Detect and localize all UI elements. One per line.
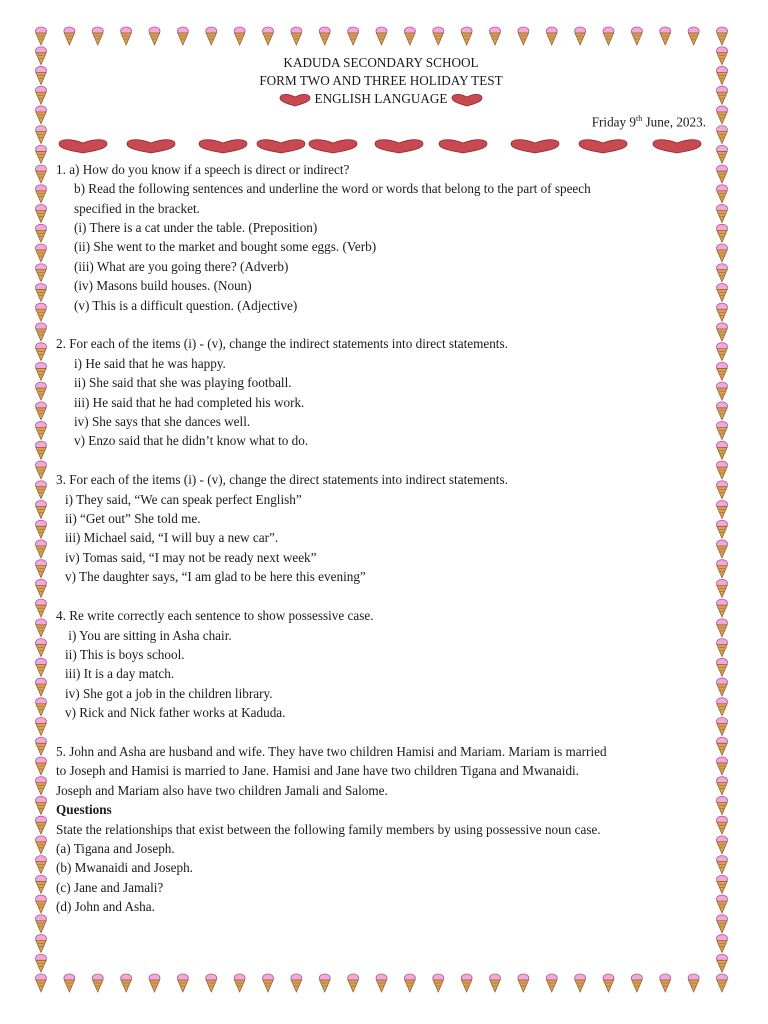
question-5-passage-line-1: 5. John and Asha are husband and wife. They have two children Hamisi and Mariam. Mariam is married <box>56 743 607 759</box>
heart-icon <box>374 138 424 154</box>
ice-cream-cone-icon <box>575 974 586 992</box>
ice-cream-cone-icon <box>36 579 47 597</box>
list-item: iii) He said that he had completed his work. <box>74 394 305 410</box>
ice-cream-cone-icon <box>36 974 47 992</box>
ice-cream-cone-icon <box>575 27 586 45</box>
ice-cream-cone-icon <box>631 974 642 992</box>
list-item: ii) She said that she was playing football. <box>74 375 292 391</box>
ice-cream-cone-icon <box>36 145 47 163</box>
list-item: (i) There is a cat under the table. (Preposition) <box>74 220 318 236</box>
ice-cream-cone-icon <box>36 895 47 913</box>
question-5-passage-line-2: to Joseph and Hamisi is married to Jane. Hamisi and Jane have two children Tigana and Mwanaidi. <box>56 763 579 779</box>
ice-cream-cone-icon <box>717 481 728 499</box>
question-1b-line-1: b) Read the following sentences and underline the word or words that belong to the part of speech <box>74 181 591 197</box>
ice-cream-cone-icon <box>717 185 728 203</box>
ice-cream-cone-icon <box>206 974 217 992</box>
ice-cream-cone-icon <box>717 106 728 124</box>
question-5-passage-line-3: Joseph and Mariam also have two children Jamali and Salome. <box>56 782 388 798</box>
ice-cream-cone-icon <box>717 619 728 637</box>
ice-cream-cone-icon <box>717 560 728 578</box>
ice-cream-cone-icon <box>36 619 47 637</box>
ice-cream-cone-icon <box>36 856 47 874</box>
ice-cream-cone-icon <box>546 27 557 45</box>
subject-row <box>56 90 706 108</box>
heart-icon <box>510 138 560 154</box>
ice-cream-cone-icon <box>36 836 47 854</box>
question-4-stem: 4. Re write correctly each sentence to show possessive case. <box>56 608 374 624</box>
ice-cream-cone-icon <box>717 165 728 183</box>
ice-cream-cone-icon <box>461 974 472 992</box>
ice-cream-cone-icon <box>717 362 728 380</box>
ice-cream-cone-icon <box>36 540 47 558</box>
ice-cream-cone-icon <box>36 165 47 183</box>
test-paper <box>56 54 706 917</box>
test-title: FORM TWO AND THREE HOLIDAY TEST <box>259 73 503 88</box>
list-item: v) Rick and Nick father works at Kaduda. <box>65 705 286 721</box>
ice-cream-cone-icon <box>433 27 444 45</box>
ice-cream-cone-icon <box>36 402 47 420</box>
list-item: (ii) She went to the market and bought some eggs. (Verb) <box>74 239 377 255</box>
ice-cream-cone-icon <box>291 27 302 45</box>
ice-cream-cone-icon <box>433 974 444 992</box>
ice-cream-cone-icon <box>36 737 47 755</box>
ice-cream-cone-icon <box>490 974 501 992</box>
ice-cream-cone-icon <box>376 974 387 992</box>
ice-cream-cone-icon <box>36 461 47 479</box>
ice-cream-cone-icon <box>717 47 728 65</box>
ice-cream-cone-icon <box>64 974 75 992</box>
ice-cream-cone-icon <box>717 875 728 893</box>
question-1b-line-2: specified in the bracket. <box>74 200 200 216</box>
ice-cream-cone-icon <box>36 86 47 104</box>
list-item: ii) This is boys school. <box>65 646 185 662</box>
heart-icon <box>58 138 108 154</box>
ice-cream-cone-icon <box>717 343 728 361</box>
ice-cream-cone-icon <box>36 441 47 459</box>
ice-cream-cone-icon <box>717 126 728 144</box>
ice-cream-cone-icon <box>36 264 47 282</box>
ice-cream-cone-icon <box>717 935 728 953</box>
ice-cream-cone-icon <box>36 66 47 84</box>
ice-cream-cone-icon <box>319 974 330 992</box>
ice-cream-cone-icon <box>36 698 47 716</box>
ice-cream-cone-icon <box>121 974 132 992</box>
ice-cream-cone-icon <box>717 856 728 874</box>
ice-cream-cone-icon <box>348 974 359 992</box>
ice-cream-cone-icon <box>717 145 728 163</box>
ice-cream-cone-icon <box>717 698 728 716</box>
list-item: i) He said that he was happy. <box>74 355 226 371</box>
question-2 <box>56 334 706 450</box>
ice-cream-cone-icon <box>36 658 47 676</box>
ice-cream-cone-icon <box>36 303 47 321</box>
list-item: (d) John and Asha. <box>56 899 155 915</box>
ice-cream-cone-icon <box>518 27 529 45</box>
ice-cream-cone-icon <box>348 27 359 45</box>
ice-cream-cone-icon <box>36 560 47 578</box>
list-item: (iv) Masons build houses. (Noun) <box>74 278 252 294</box>
ice-cream-cone-icon <box>717 540 728 558</box>
ice-cream-cone-icon <box>717 895 728 913</box>
ice-cream-cone-icon <box>36 343 47 361</box>
question-5 <box>56 742 706 917</box>
ice-cream-cone-icon <box>717 520 728 538</box>
ice-cream-cone-icon <box>121 27 132 45</box>
ice-cream-cone-icon <box>717 757 728 775</box>
question-5-instruction: State the relationships that exist between the following family members by using possessive noun case. <box>56 821 601 837</box>
ice-cream-cone-icon <box>36 678 47 696</box>
ice-cream-cone-icon <box>717 441 728 459</box>
ice-cream-cone-icon <box>717 323 728 341</box>
ice-cream-cone-icon <box>36 796 47 814</box>
list-item: iv) She says that she dances well. <box>74 414 251 430</box>
list-item: (c) Jane and Jamali? <box>56 879 164 895</box>
ice-cream-cone-icon <box>688 27 699 45</box>
ice-cream-cone-icon <box>717 224 728 242</box>
ice-cream-cone-icon <box>717 639 728 657</box>
heart-icon <box>279 93 311 107</box>
ice-cream-cone-icon <box>36 816 47 834</box>
questions-heading: Questions <box>56 802 112 818</box>
question-2-stem: 2. For each of the items (i) - (v), change the indirect statements into direct statements. <box>56 336 508 352</box>
ice-cream-cone-icon <box>660 27 671 45</box>
ice-cream-cone-icon <box>717 718 728 736</box>
subject-title: ENGLISH LANGUAGE <box>314 91 448 106</box>
ice-cream-cone-icon <box>603 27 614 45</box>
list-item: v) The daughter says, “I am glad to be here this evening” <box>65 569 366 585</box>
ice-cream-cone-icon <box>149 27 160 45</box>
ice-cream-cone-icon <box>717 244 728 262</box>
ice-cream-cone-icon <box>717 599 728 617</box>
ice-cream-cone-icon <box>717 678 728 696</box>
ice-cream-cone-icon <box>36 501 47 519</box>
paper-header <box>56 54 706 108</box>
heart-icon <box>578 138 628 154</box>
question-3-stem: 3. For each of the items (i) - (v), change the direct statements into indirect statements. <box>56 472 508 488</box>
ice-cream-cone-icon <box>688 974 699 992</box>
ice-cream-cone-icon <box>206 27 217 45</box>
heart-icon <box>126 138 176 154</box>
ice-cream-cone-icon <box>717 264 728 282</box>
ice-cream-cone-icon <box>263 974 274 992</box>
ice-cream-cone-icon <box>263 27 274 45</box>
ice-cream-cone-icon <box>36 126 47 144</box>
ice-cream-cone-icon <box>36 954 47 972</box>
ice-cream-cone-icon <box>717 283 728 301</box>
ice-cream-cone-icon <box>36 106 47 124</box>
ice-cream-cone-icon <box>36 382 47 400</box>
ice-cream-cone-icon <box>717 836 728 854</box>
ice-cream-cone-icon <box>149 974 160 992</box>
list-item: (b) Mwanaidi and Joseph. <box>56 860 193 876</box>
ice-cream-cone-icon <box>490 27 501 45</box>
ice-cream-cone-icon <box>36 777 47 795</box>
ice-cream-cone-icon <box>36 599 47 617</box>
ice-cream-cone-icon <box>717 777 728 795</box>
ice-cream-cone-icon <box>36 27 47 45</box>
ice-cream-cone-icon <box>36 323 47 341</box>
heart-icon <box>308 138 358 154</box>
ice-cream-cone-icon <box>177 974 188 992</box>
ice-cream-cone-icon <box>36 757 47 775</box>
question-3 <box>56 470 706 586</box>
ice-cream-cone-icon <box>717 402 728 420</box>
ice-cream-cone-icon <box>36 639 47 657</box>
ice-cream-cone-icon <box>546 974 557 992</box>
list-item: i) You are sitting in Asha chair. <box>65 627 232 643</box>
ice-cream-cone-icon <box>319 27 330 45</box>
ice-cream-cone-icon <box>36 362 47 380</box>
ice-cream-cone-icon <box>36 481 47 499</box>
ice-cream-cone-icon <box>36 224 47 242</box>
ice-cream-cone-icon <box>717 796 728 814</box>
question-4 <box>56 606 706 722</box>
ice-cream-cone-icon <box>376 27 387 45</box>
ice-cream-cone-icon <box>36 244 47 262</box>
ice-cream-cone-icon <box>717 86 728 104</box>
ice-cream-cone-icon <box>36 422 47 440</box>
list-item: (iii) What are you going there? (Adverb) <box>74 258 289 274</box>
ice-cream-cone-icon <box>717 501 728 519</box>
ice-cream-cone-icon <box>36 205 47 223</box>
ice-cream-cone-icon <box>518 974 529 992</box>
ice-cream-cone-icon <box>291 974 302 992</box>
ice-cream-cone-icon <box>36 875 47 893</box>
ice-cream-cone-icon <box>36 185 47 203</box>
ice-cream-cone-icon <box>92 27 103 45</box>
ice-cream-cone-icon <box>404 27 415 45</box>
ice-cream-cone-icon <box>404 974 415 992</box>
test-date: Friday 9th June, 2023. <box>591 114 706 130</box>
ice-cream-cone-icon <box>36 935 47 953</box>
ice-cream-cone-icon <box>631 27 642 45</box>
list-item: (a) Tigana and Joseph. <box>56 840 175 856</box>
list-item: iv) Tomas said, “I may not be ready next week” <box>65 549 317 565</box>
ice-cream-cone-icon <box>36 718 47 736</box>
question-1 <box>56 160 706 315</box>
ice-cream-cone-icon <box>717 816 728 834</box>
heart-icon <box>198 138 248 154</box>
ice-cream-cone-icon <box>36 283 47 301</box>
heart-icon <box>438 138 488 154</box>
ice-cream-cone-icon <box>717 461 728 479</box>
school-name: KADUDA SECONDARY SCHOOL <box>283 55 479 70</box>
hearts-divider <box>56 134 706 160</box>
ice-cream-cone-icon <box>717 579 728 597</box>
ice-cream-cone-icon <box>717 27 728 45</box>
ice-cream-cone-icon <box>36 47 47 65</box>
ice-cream-cone-icon <box>717 205 728 223</box>
ice-cream-cone-icon <box>660 974 671 992</box>
ice-cream-cone-icon <box>234 27 245 45</box>
ice-cream-cone-icon <box>717 382 728 400</box>
ice-cream-cone-icon <box>234 974 245 992</box>
heart-icon <box>256 138 306 154</box>
list-item: iii) It is a day match. <box>65 666 175 682</box>
ice-cream-cone-icon <box>177 27 188 45</box>
ice-cream-cone-icon <box>64 27 75 45</box>
ice-cream-cone-icon <box>461 27 472 45</box>
ice-cream-cone-icon <box>603 974 614 992</box>
heart-icon <box>451 93 483 107</box>
ice-cream-cone-icon <box>717 66 728 84</box>
ice-cream-cone-icon <box>36 520 47 538</box>
ice-cream-cone-icon <box>717 915 728 933</box>
question-1a: 1. a) How do you know if a speech is direct or indirect? <box>56 161 350 177</box>
ice-cream-cone-icon <box>92 974 103 992</box>
ice-cream-cone-icon <box>717 303 728 321</box>
ice-cream-cone-icon <box>717 954 728 972</box>
ice-cream-cone-icon <box>36 915 47 933</box>
list-item: i) They said, “We can speak perfect English” <box>65 491 302 507</box>
list-item: iv) She got a job in the children library. <box>65 685 273 701</box>
ice-cream-cone-icon <box>717 422 728 440</box>
list-item: ii) “Get out” She told me. <box>65 511 201 527</box>
list-item: v) Enzo said that he didn’t know what to do. <box>74 433 309 449</box>
ice-cream-cone-icon <box>717 658 728 676</box>
list-item: iii) Michael said, “I will buy a new car”. <box>65 530 279 546</box>
heart-icon <box>652 138 702 154</box>
ice-cream-cone-icon <box>717 974 728 992</box>
ice-cream-cone-icon <box>717 737 728 755</box>
list-item: (v) This is a difficult question. (Adjective) <box>74 297 298 313</box>
